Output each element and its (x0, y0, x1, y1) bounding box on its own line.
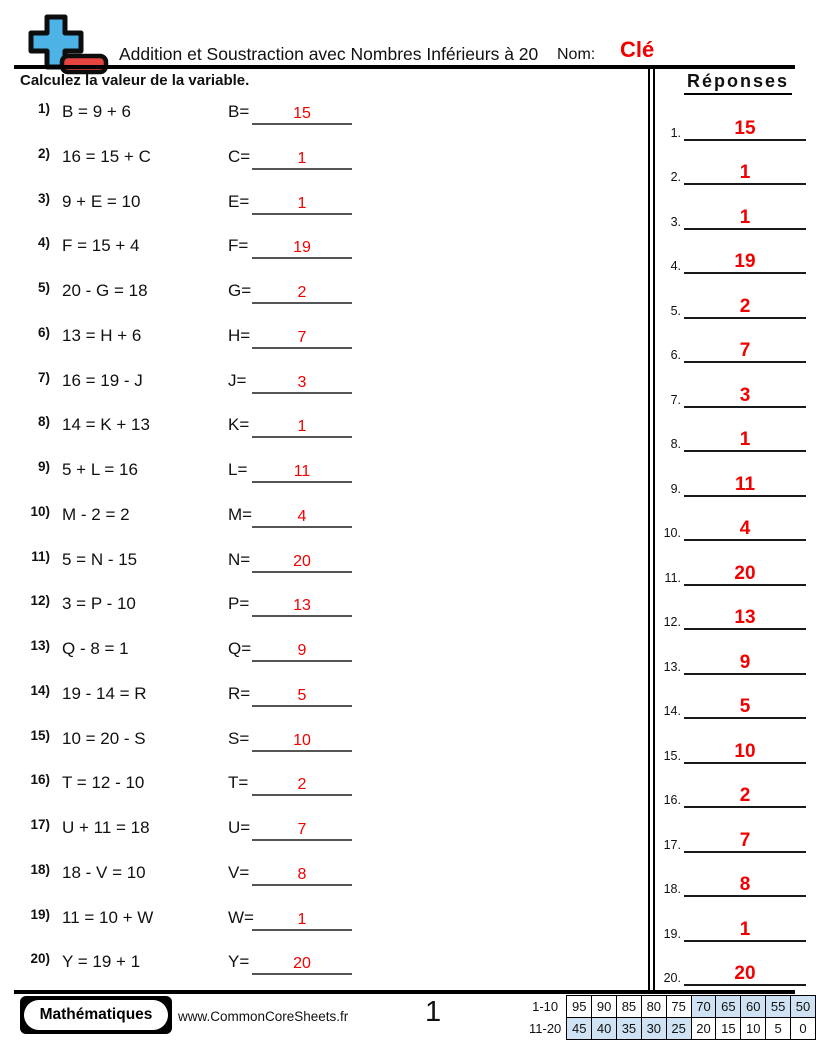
score-cell: 15 (716, 1018, 741, 1040)
problem-number: 10) (30, 503, 50, 519)
problem-answer-blank (252, 766, 352, 796)
problem-equation: 14 = K + 13 (62, 415, 150, 435)
problem-row (20, 228, 640, 273)
problem-answer-blank (252, 811, 352, 841)
score-cell: 60 (741, 996, 766, 1018)
problem-variable-label: Y= (228, 952, 250, 972)
problem-number: 13) (30, 638, 50, 653)
answer-row (656, 410, 808, 455)
answer-row (656, 454, 808, 499)
problem-number: 16) (30, 772, 50, 788)
answers-list (656, 98, 808, 988)
problem-variable-label: F= (228, 236, 249, 256)
score-row-label: 1-10 (532, 999, 559, 1014)
answer-number: 6. (670, 348, 681, 362)
score-cell: 90 (592, 996, 617, 1018)
answer-number: 18. (663, 882, 681, 896)
problem-equation: 5 + L = 16 (62, 460, 138, 479)
problem-number: 6) (37, 324, 50, 340)
answer-number: 8. (670, 437, 681, 451)
problem-answer-value: 5 (297, 686, 307, 704)
problem-answer-value: 15 (293, 105, 311, 123)
answer-row (656, 543, 808, 588)
answer-number: 13. (663, 659, 681, 674)
answer-blank (684, 198, 806, 230)
problem-variable-label: T= (228, 773, 249, 793)
problem-answer-blank (252, 140, 352, 170)
problem-answer-value: 20 (293, 955, 311, 973)
answer-row (656, 766, 808, 811)
problem-equation: 3 = P - 10 (62, 594, 136, 614)
problem-answer-value: 8 (297, 865, 307, 883)
answer-number: 20. (663, 971, 681, 985)
problem-number: 5) (37, 280, 50, 295)
problem-variable-label: H= (228, 325, 251, 345)
problem-row (20, 900, 640, 945)
problem-equation: 9 + E = 10 (62, 191, 141, 211)
problem-number: 12) (30, 593, 50, 609)
problem-equation: U + 11 = 18 (62, 818, 150, 837)
problem-number: 19) (30, 906, 50, 922)
problem-equation: F = 15 + 4 (62, 236, 140, 256)
problem-number: 18) (30, 861, 50, 877)
answer-blank (684, 865, 806, 897)
problem-answer-value: 7 (297, 328, 307, 346)
problem-row (20, 586, 640, 631)
problem-answer-blank (252, 274, 352, 304)
problem-answer-value: 1 (297, 418, 307, 436)
answer-value: 9 (739, 651, 751, 673)
footer-divider-line (14, 990, 795, 994)
problem-answer-blank (252, 319, 352, 349)
problem-answer-blank (252, 677, 352, 707)
problem-equation: 10 = 20 - S (62, 728, 146, 748)
problem-answer-blank (252, 722, 352, 752)
answer-blank (684, 242, 806, 274)
answer-blank (684, 153, 806, 185)
answer-value: 7 (739, 829, 751, 851)
answer-value: 1 (739, 918, 751, 940)
website-text: www.CommonCoreSheets.fr (178, 1009, 349, 1024)
answer-number: 3. (670, 214, 681, 229)
score-cell: 45 (567, 1018, 592, 1040)
answer-value: 13 (734, 607, 756, 629)
problem-variable-label: K= (228, 415, 250, 435)
name-value-key: Clé (620, 37, 655, 62)
problem-variable-label: G= (228, 281, 252, 300)
answer-blank (684, 732, 806, 764)
answer-blank (684, 954, 806, 986)
problem-row (20, 318, 640, 363)
problem-equation: 18 - V = 10 (62, 862, 146, 882)
problem-answer-blank (252, 95, 352, 125)
answer-value: 20 (734, 963, 756, 985)
problem-row (20, 497, 640, 542)
score-cell: 5 (766, 1018, 791, 1040)
answer-row (656, 499, 808, 544)
problem-equation: 16 = 15 + C (62, 146, 151, 166)
answer-row (656, 855, 808, 900)
answer-number: 15. (663, 748, 681, 763)
problem-number: 8) (37, 414, 50, 430)
answer-row (656, 365, 808, 410)
problems-list (20, 94, 640, 989)
problem-number: 20) (30, 951, 50, 967)
problem-row (20, 363, 640, 408)
problem-variable-label: E= (228, 191, 250, 211)
score-cell: 25 (666, 1018, 691, 1040)
answer-number: 11. (664, 570, 681, 585)
brand-logo (20, 996, 172, 1034)
answer-number: 19. (663, 926, 681, 941)
problem-answer-blank (252, 543, 352, 573)
problem-variable-label: Q= (228, 639, 252, 658)
answer-value: 2 (739, 295, 751, 317)
score-cell: 30 (641, 1018, 666, 1040)
score-cell: 75 (666, 996, 691, 1018)
answer-value: 8 (739, 874, 751, 896)
problem-number: 14) (30, 682, 50, 698)
problem-row (20, 944, 640, 989)
answer-value: 4 (739, 518, 751, 540)
problem-number: 7) (37, 369, 50, 385)
problem-variable-label: N= (228, 549, 251, 569)
answers-column-divider (648, 65, 655, 992)
answer-blank (684, 554, 806, 586)
problem-row (20, 810, 640, 855)
instruction-text: Calculez la valeur de la variable. (20, 72, 250, 89)
problem-answer-blank (252, 229, 352, 259)
problem-variable-label: W= (228, 907, 254, 927)
problem-answer-value: 19 (293, 239, 311, 257)
problem-number: 3) (37, 190, 50, 206)
answer-value: 1 (739, 162, 751, 184)
answer-number: 14. (663, 704, 681, 718)
problem-answer-blank (252, 408, 352, 438)
problem-variable-label: B= (228, 102, 250, 121)
brand-label: Mathématiques (24, 1000, 168, 1030)
score-cell: 40 (592, 1018, 617, 1040)
answer-value: 19 (734, 251, 756, 273)
problem-row (20, 94, 640, 139)
score-row-1 (528, 996, 816, 1018)
answer-row (656, 721, 808, 766)
answer-number: 9. (670, 481, 681, 496)
problem-answer-blank (252, 632, 352, 662)
problem-answer-value: 1 (297, 194, 307, 212)
problem-equation: M - 2 = 2 (62, 504, 130, 524)
problem-answer-value: 20 (293, 552, 311, 570)
name-label: Nom: (557, 46, 596, 63)
answer-row (656, 810, 808, 855)
problem-equation: 19 - 14 = R (62, 683, 147, 703)
header-divider-line (14, 65, 795, 69)
answer-blank (684, 821, 806, 853)
answer-value: 2 (739, 785, 751, 807)
answer-row (656, 98, 808, 143)
answer-number: 1. (670, 125, 681, 140)
problem-answer-blank (252, 856, 352, 886)
problem-variable-label: M= (228, 504, 253, 524)
problem-equation: T = 12 - 10 (62, 773, 145, 793)
score-cell: 50 (791, 996, 816, 1018)
answer-blank (684, 376, 806, 408)
answer-value: 1 (739, 206, 751, 228)
answer-blank (684, 109, 806, 141)
problem-answer-value: 2 (297, 776, 307, 794)
score-cell: 0 (791, 1018, 816, 1040)
score-cell: 10 (741, 1018, 766, 1040)
problem-equation: 13 = H + 6 (62, 325, 142, 345)
answer-value: 7 (739, 340, 751, 362)
problem-number: 1) (37, 101, 50, 116)
problem-answer-value: 10 (293, 731, 311, 749)
problem-equation: 16 = 19 - J (62, 370, 143, 390)
problem-answer-value: 1 (297, 910, 307, 928)
problem-number: 11) (31, 548, 50, 564)
problem-variable-label: S= (228, 728, 250, 748)
problem-number: 17) (30, 817, 50, 832)
answer-blank (684, 687, 806, 719)
answer-row (656, 321, 808, 366)
score-cell: 70 (691, 996, 716, 1018)
answer-blank (684, 910, 806, 942)
problem-row (20, 139, 640, 184)
answer-value: 11 (734, 473, 756, 495)
answer-row (656, 276, 808, 321)
score-table (528, 995, 816, 1040)
problem-number: 2) (37, 145, 50, 161)
problem-equation: 20 - G = 18 (62, 281, 148, 300)
answer-number: 2. (670, 170, 681, 184)
problem-row (20, 765, 640, 810)
answer-blank (684, 643, 806, 675)
answer-blank (684, 509, 806, 541)
problem-answer-value: 7 (297, 821, 307, 839)
score-row-2 (528, 1018, 816, 1040)
score-cell: 80 (641, 996, 666, 1018)
problem-row (20, 542, 640, 587)
answer-value: 1 (739, 429, 751, 451)
problem-answer-blank (252, 945, 352, 975)
answer-number: 17. (663, 837, 681, 852)
answer-row (656, 677, 808, 722)
score-row-label: 11-20 (529, 1021, 562, 1036)
answer-value: 15 (734, 117, 756, 139)
answer-blank (684, 420, 806, 452)
score-cell: 95 (567, 996, 592, 1018)
answer-value: 5 (739, 696, 751, 718)
score-cell: 55 (766, 996, 791, 1018)
problem-equation: Q - 8 = 1 (62, 639, 129, 658)
problem-answer-value: 3 (297, 373, 307, 391)
problem-answer-blank (252, 364, 352, 394)
answer-number: 7. (670, 392, 681, 407)
problem-row (20, 184, 640, 229)
problem-variable-label: J= (228, 370, 247, 390)
problem-answer-blank (252, 453, 352, 483)
problem-answer-blank (252, 587, 352, 617)
problem-variable-label: L= (228, 460, 248, 479)
answer-blank (684, 331, 806, 363)
problem-number: 4) (37, 235, 50, 251)
answer-row (656, 588, 808, 633)
problem-answer-value: 13 (293, 597, 311, 615)
answer-row (656, 899, 808, 944)
page-title: Addition et Soustraction avec Nombres Inférieurs à 20 (119, 44, 539, 64)
problem-row (20, 676, 640, 721)
answer-value: 10 (734, 740, 756, 762)
answer-row (656, 187, 808, 232)
problem-row (20, 721, 640, 766)
problem-number: 9) (37, 459, 50, 474)
score-cell: 35 (617, 1018, 642, 1040)
problem-row (20, 855, 640, 900)
answer-blank (684, 776, 806, 808)
answer-number: 10. (663, 526, 681, 540)
problem-number: 15) (30, 727, 50, 743)
score-cell: 85 (617, 996, 642, 1018)
problem-answer-blank (252, 185, 352, 215)
problem-row (20, 631, 640, 676)
answer-number: 16. (663, 793, 681, 807)
problem-answer-value: 9 (297, 642, 307, 660)
problem-row (20, 273, 640, 318)
score-cell: 65 (716, 996, 741, 1018)
problem-answer-value: 1 (297, 149, 307, 167)
problem-variable-label: R= (228, 683, 251, 703)
problem-answer-blank (252, 901, 352, 931)
answer-number: 5. (670, 303, 681, 318)
problem-variable-label: P= (228, 594, 250, 614)
answers-header: Réponses (684, 71, 792, 95)
answer-number: 12. (663, 615, 681, 629)
problem-equation: B = 9 + 6 (62, 102, 131, 121)
answer-blank (684, 465, 806, 497)
answer-value: 3 (739, 384, 751, 406)
answer-value: 20 (734, 562, 756, 584)
problem-row (20, 452, 640, 497)
problem-answer-value: 4 (297, 507, 307, 525)
problem-answer-blank (252, 498, 352, 528)
answer-number: 4. (670, 259, 681, 273)
problem-answer-value: 11 (293, 463, 311, 481)
problem-variable-label: U= (228, 818, 251, 837)
problem-answer-value: 2 (297, 284, 307, 302)
answer-blank (684, 598, 806, 630)
answer-row (656, 143, 808, 188)
problem-equation: 11 = 10 + W (62, 907, 154, 927)
answer-row (656, 944, 808, 989)
answer-row (656, 632, 808, 677)
problem-variable-label: V= (228, 862, 250, 882)
problem-variable-label: C= (228, 146, 251, 166)
answer-row (656, 232, 808, 277)
score-cell: 20 (691, 1018, 716, 1040)
problem-equation: 5 = N - 15 (62, 549, 138, 569)
problem-row (20, 407, 640, 452)
problem-equation: Y = 19 + 1 (62, 952, 141, 972)
answer-blank (684, 287, 806, 319)
page-number: 1 (425, 996, 442, 1028)
